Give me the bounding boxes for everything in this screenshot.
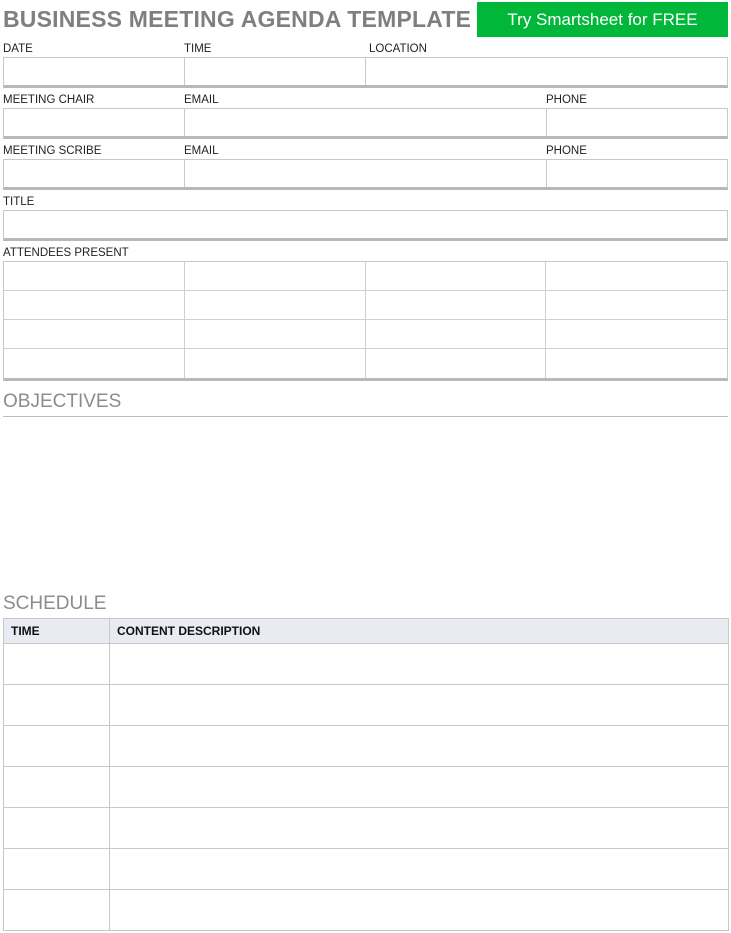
schedule-row: [4, 644, 729, 685]
schedule-time-header: TIME: [4, 619, 110, 644]
attendee-cell[interactable]: [4, 291, 185, 320]
location-label: LOCATION: [369, 43, 427, 55]
schedule-content-header: CONTENT DESCRIPTION: [110, 619, 729, 644]
page-title: BUSINESS MEETING AGENDA TEMPLATE: [3, 6, 472, 32]
chair-phone-label: PHONE: [546, 94, 587, 106]
schedule-heading: SCHEDULE: [3, 593, 107, 614]
schedule-row: [4, 685, 729, 726]
location-field[interactable]: [366, 58, 727, 85]
schedule-row: [4, 767, 729, 808]
chair-phone-field[interactable]: [547, 109, 727, 136]
attendee-cell[interactable]: [185, 349, 366, 378]
meeting-chair-row: [3, 108, 728, 139]
schedule-time-cell[interactable]: [4, 849, 110, 890]
attendee-cell[interactable]: [185, 262, 366, 291]
objectives-heading: OBJECTIVES: [3, 391, 122, 412]
meeting-scribe-label: MEETING SCRIBE: [3, 145, 102, 157]
schedule-time-cell[interactable]: [4, 685, 110, 726]
meeting-scribe-row: [3, 159, 728, 190]
schedule-content-cell[interactable]: [110, 767, 729, 808]
attendee-cell[interactable]: [546, 320, 727, 349]
schedule-time-cell[interactable]: [4, 726, 110, 767]
schedule-time-cell[interactable]: [4, 890, 110, 931]
time-field[interactable]: [185, 58, 366, 85]
date-field[interactable]: [4, 58, 185, 85]
attendee-cell[interactable]: [366, 262, 547, 291]
meeting-scribe-field[interactable]: [4, 160, 185, 187]
chair-email-field[interactable]: [185, 109, 547, 136]
schedule-row: [4, 890, 729, 931]
attendees-label: ATTENDEES PRESENT: [3, 247, 129, 259]
scribe-phone-field[interactable]: [547, 160, 727, 187]
attendee-cell[interactable]: [366, 320, 547, 349]
objectives-area[interactable]: [3, 418, 728, 588]
objectives-divider: [3, 416, 728, 417]
schedule-content-cell[interactable]: [110, 849, 729, 890]
meeting-chair-label: MEETING CHAIR: [3, 94, 95, 106]
attendee-cell[interactable]: [546, 291, 727, 320]
time-label: TIME: [184, 43, 212, 55]
schedule-content-cell[interactable]: [110, 644, 729, 685]
scribe-email-field[interactable]: [185, 160, 547, 187]
chair-email-label: EMAIL: [184, 94, 219, 106]
attendee-cell[interactable]: [4, 320, 185, 349]
attendee-cell[interactable]: [366, 291, 547, 320]
schedule-content-cell[interactable]: [110, 685, 729, 726]
attendee-cell[interactable]: [185, 320, 366, 349]
schedule-time-cell[interactable]: [4, 644, 110, 685]
schedule-content-cell[interactable]: [110, 726, 729, 767]
attendee-cell[interactable]: [546, 262, 727, 291]
attendees-grid: [3, 261, 728, 381]
attendee-cell[interactable]: [366, 349, 547, 378]
attendee-cell[interactable]: [4, 349, 185, 378]
schedule-time-cell[interactable]: [4, 808, 110, 849]
schedule-content-cell[interactable]: [110, 890, 729, 931]
try-smartsheet-button[interactable]: Try Smartsheet for FREE: [477, 2, 728, 37]
attendee-cell[interactable]: [185, 291, 366, 320]
attendee-cell[interactable]: [546, 349, 727, 378]
schedule-row: [4, 726, 729, 767]
schedule-content-cell[interactable]: [110, 808, 729, 849]
title-field[interactable]: [3, 210, 728, 241]
schedule-row: [4, 808, 729, 849]
schedule-row: [4, 849, 729, 890]
scribe-email-label: EMAIL: [184, 145, 219, 157]
attendee-cell[interactable]: [4, 262, 185, 291]
schedule-table: [3, 618, 729, 931]
schedule-time-cell[interactable]: [4, 767, 110, 808]
meeting-chair-field[interactable]: [4, 109, 185, 136]
date-label: DATE: [3, 43, 33, 55]
scribe-phone-label: PHONE: [546, 145, 587, 157]
date-time-location-row: [3, 57, 728, 88]
schedule-header-row: [4, 619, 729, 644]
title-label: TITLE: [3, 196, 35, 208]
